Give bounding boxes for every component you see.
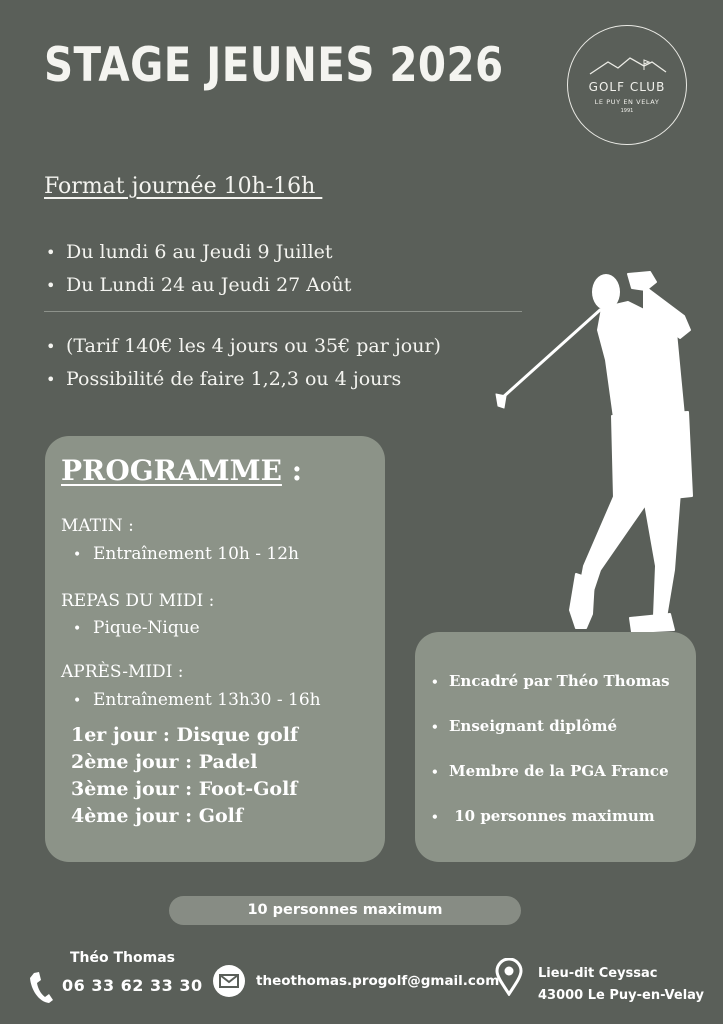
lunch-item: • Pique-Nique xyxy=(73,618,200,638)
list-item: • Du lundi 6 au Jeudi 9 Juillet xyxy=(46,236,351,269)
capacity-banner: 10 personnes maximum xyxy=(169,896,521,925)
contact-phone[interactable]: 06 33 62 33 30 xyxy=(62,976,203,995)
format-title: Format journée 10h-16h xyxy=(44,174,323,199)
list-item: • Du Lundi 24 au Jeudi 27 Août xyxy=(46,269,351,302)
list-item: • Enseignant diplômé xyxy=(431,717,670,762)
logo-year: 1991 xyxy=(620,108,634,114)
afternoon-item: • Entraînement 13h30 - 16h xyxy=(73,690,321,710)
days-list xyxy=(71,722,298,830)
logo-city: LE PUY EN VELAY xyxy=(594,98,660,106)
list-item: 3ème jour : Foot-Golf xyxy=(71,778,298,800)
list-item: 1er jour : Disque golf xyxy=(71,724,299,746)
address-line-1: Lieu-dit Ceyssac xyxy=(538,966,658,981)
contact-email[interactable]: theothomas.progolf@gmail.com xyxy=(256,973,500,989)
info-list xyxy=(431,672,670,852)
list-item: • Possibilité de faire 1,2,3 ou 4 jours xyxy=(46,363,441,396)
logo-name: GOLF CLUB xyxy=(588,80,666,94)
dates-list xyxy=(46,236,351,302)
list-item: • Encadré par Théo Thomas xyxy=(431,672,670,717)
page-title: STAGE JEUNES 2026 xyxy=(44,38,504,93)
list-item: 4ème jour : Golf xyxy=(71,805,244,827)
list-item: 2ème jour : Padel xyxy=(71,751,258,773)
map-pin-icon xyxy=(495,958,523,996)
divider xyxy=(44,311,522,312)
tarif-list xyxy=(46,330,441,396)
lunch-label: REPAS DU MIDI : xyxy=(61,591,215,611)
programme-title-text: PROGRAMME xyxy=(61,454,282,487)
programme-title-colon: : xyxy=(281,454,303,487)
morning-label: MATIN : xyxy=(61,516,134,536)
golfer-silhouette-icon xyxy=(494,270,704,640)
list-item: • Membre de la PGA France xyxy=(431,762,670,807)
address-line-2: 43000 Le Puy-en-Velay xyxy=(538,988,705,1003)
morning-item: • Entraînement 10h - 12h xyxy=(73,544,299,564)
afternoon-label: APRÈS-MIDI : xyxy=(61,662,184,682)
mountain-logo-icon xyxy=(588,54,668,78)
programme-title xyxy=(61,454,302,487)
list-item: • 10 personnes maximum xyxy=(431,807,670,852)
golf-club-logo xyxy=(567,25,687,145)
programme-card xyxy=(45,436,385,862)
mail-icon xyxy=(212,964,246,998)
info-card xyxy=(415,632,696,862)
phone-icon xyxy=(28,970,54,1004)
contact-name: Théo Thomas xyxy=(70,950,176,966)
list-item: • (Tarif 140€ les 4 jours ou 35€ par jour) xyxy=(46,330,441,363)
